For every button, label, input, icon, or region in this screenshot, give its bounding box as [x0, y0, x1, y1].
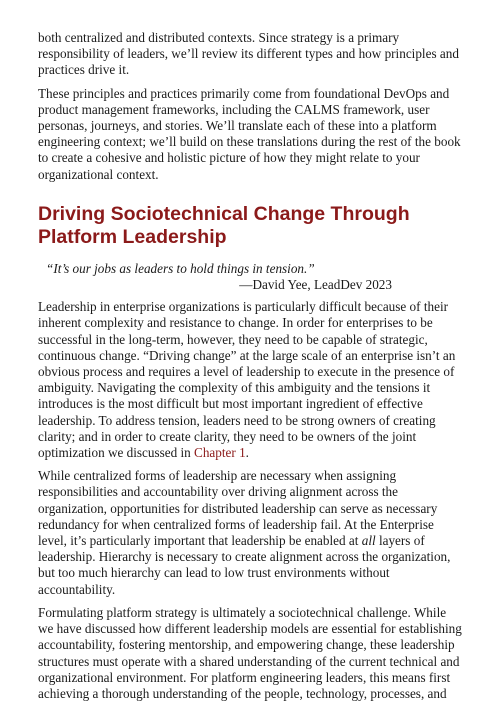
paragraph-intro-continued: both centralized and distributed contexts. Since strategy is a primary responsibility of leaders, we’ll review its different types and how principles and practices drive it.: [38, 30, 459, 78]
paragraph-leadership-text: Leadership in enterprise organizations is particularly difficult because of their inherent complexity and resistance to change. In order for enterprises to be successful in the long-term, however, they need to be capable of strategic, continuous change. “Driving change” at the large scale of an enterprise isn’t an obvious process and requires a level of leadership to execute in the presence of ambiguity. Navigating the complexity of this ambiguity and the tensions it introduces is the most difficult but most important ingredient of effective leadership. To address tension, leaders need to be strong owners of creating clarity; and in order to create clarity, they need to be owners of the joint optimization we discussed in: [38, 299, 456, 461]
epigraph-attribution: —David Yee, LeadDev 2023: [239, 277, 392, 293]
paragraph-distributed-text-after: layers of leadership. Hierarchy is necessary to create alignment across the organization, but too much hierarchy can lead to low trust environments without accountability.: [38, 533, 451, 597]
section-heading: Driving Sociotechnical Change Through Platform Leadership: [38, 202, 410, 248]
epigraph-quote: “It’s our jobs as leaders to hold things in tension.”: [46, 260, 315, 276]
page-content: [38, 30, 462, 709]
paragraph-distributed-text-before: While centralized forms of leadership are necessary when assigning responsibilities and accountability over driving alignment across the organization, opportunities for distributed leadership can serve as necessary redundancy for when centralized forms of leadership fail. At the Enterprise level, it’s particularly important that leadership be enabled at: [38, 468, 438, 549]
paragraph-distributed-leadership: [38, 468, 462, 598]
paragraph-principles: These principles and practices primarily come from foundational DevOps and product management frameworks, including the CALMS framework, user personas, journeys, and stories. We’ll translate each of these into a platform engineering context; we’ll build on these translations during the rest of the book to create a cohesive and holistic picture of how they might relate to your organizational context.: [38, 85, 461, 182]
paragraph-leadership-end: .: [245, 445, 249, 461]
paragraph-sociotechnical: Formulating platform strategy is ultimately a sociotechnical challenge. While we have discussed how different leadership models are essential for establishing accountability, fostering mentorship, and empowering change, these leadership structures must operate with a shared understanding of the current technical and organizational environment. For platform engineering leaders, this means first achieving a thorough understanding of the people, technology, processes, and: [38, 604, 462, 701]
emphasis-all: all: [361, 533, 376, 549]
paragraph-leadership: [38, 299, 462, 461]
chapter-1-link[interactable]: Chapter 1: [194, 445, 246, 461]
